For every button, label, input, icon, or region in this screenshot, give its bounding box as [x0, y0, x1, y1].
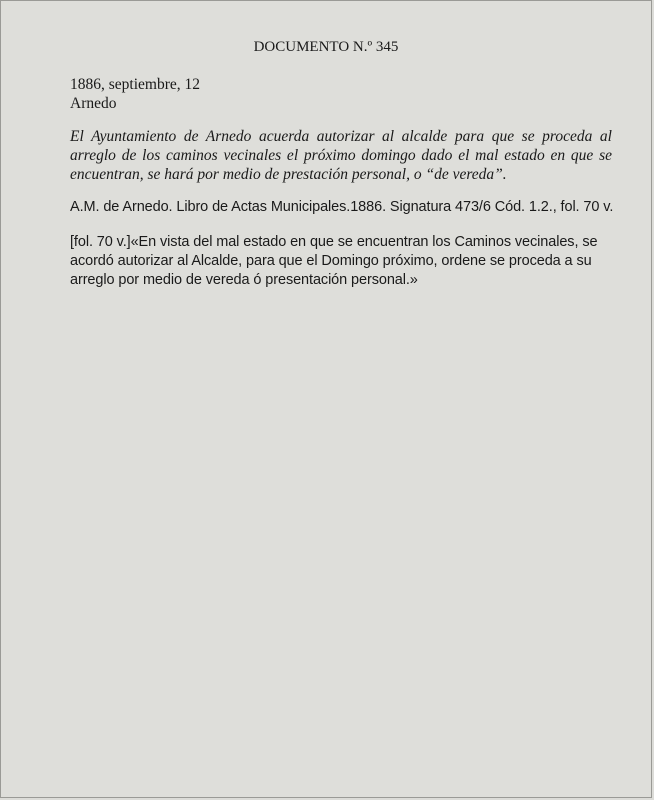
document-place: Arnedo: [70, 95, 117, 112]
document-header: [70, 75, 200, 113]
document-source: A.M. de Arnedo. Libro de Actas Municipales.1886. Signatura 473/6 Cód. 1.2., fol. 70 v.: [70, 199, 614, 215]
summary-line: encuentran, se hará por medio de prestación personal, o “de vereda”.: [70, 166, 507, 183]
document-body: [70, 233, 615, 290]
body-line: [fol. 70 v.]«En vista del mal estado en que se encuentran los Caminos vecinales, se: [70, 234, 598, 250]
body-line: arreglo por medio de vereda ó presentación personal.»: [70, 272, 418, 288]
document-title: DOCUMENTO N.º 345: [253, 39, 399, 55]
summary-line: El Ayuntamiento de Arnedo acuerda autorizar al alcalde para que se proceda al: [70, 128, 612, 145]
summary-line: arreglo de los caminos vecinales el próximo domingo dado el mal estado en que se: [70, 147, 612, 164]
body-line: acordó autorizar al Alcalde, para que el Domingo próximo, ordene se proceda a su: [70, 253, 592, 269]
document-date: 1886, septiembre, 12: [70, 76, 201, 93]
document-summary: [70, 127, 612, 184]
